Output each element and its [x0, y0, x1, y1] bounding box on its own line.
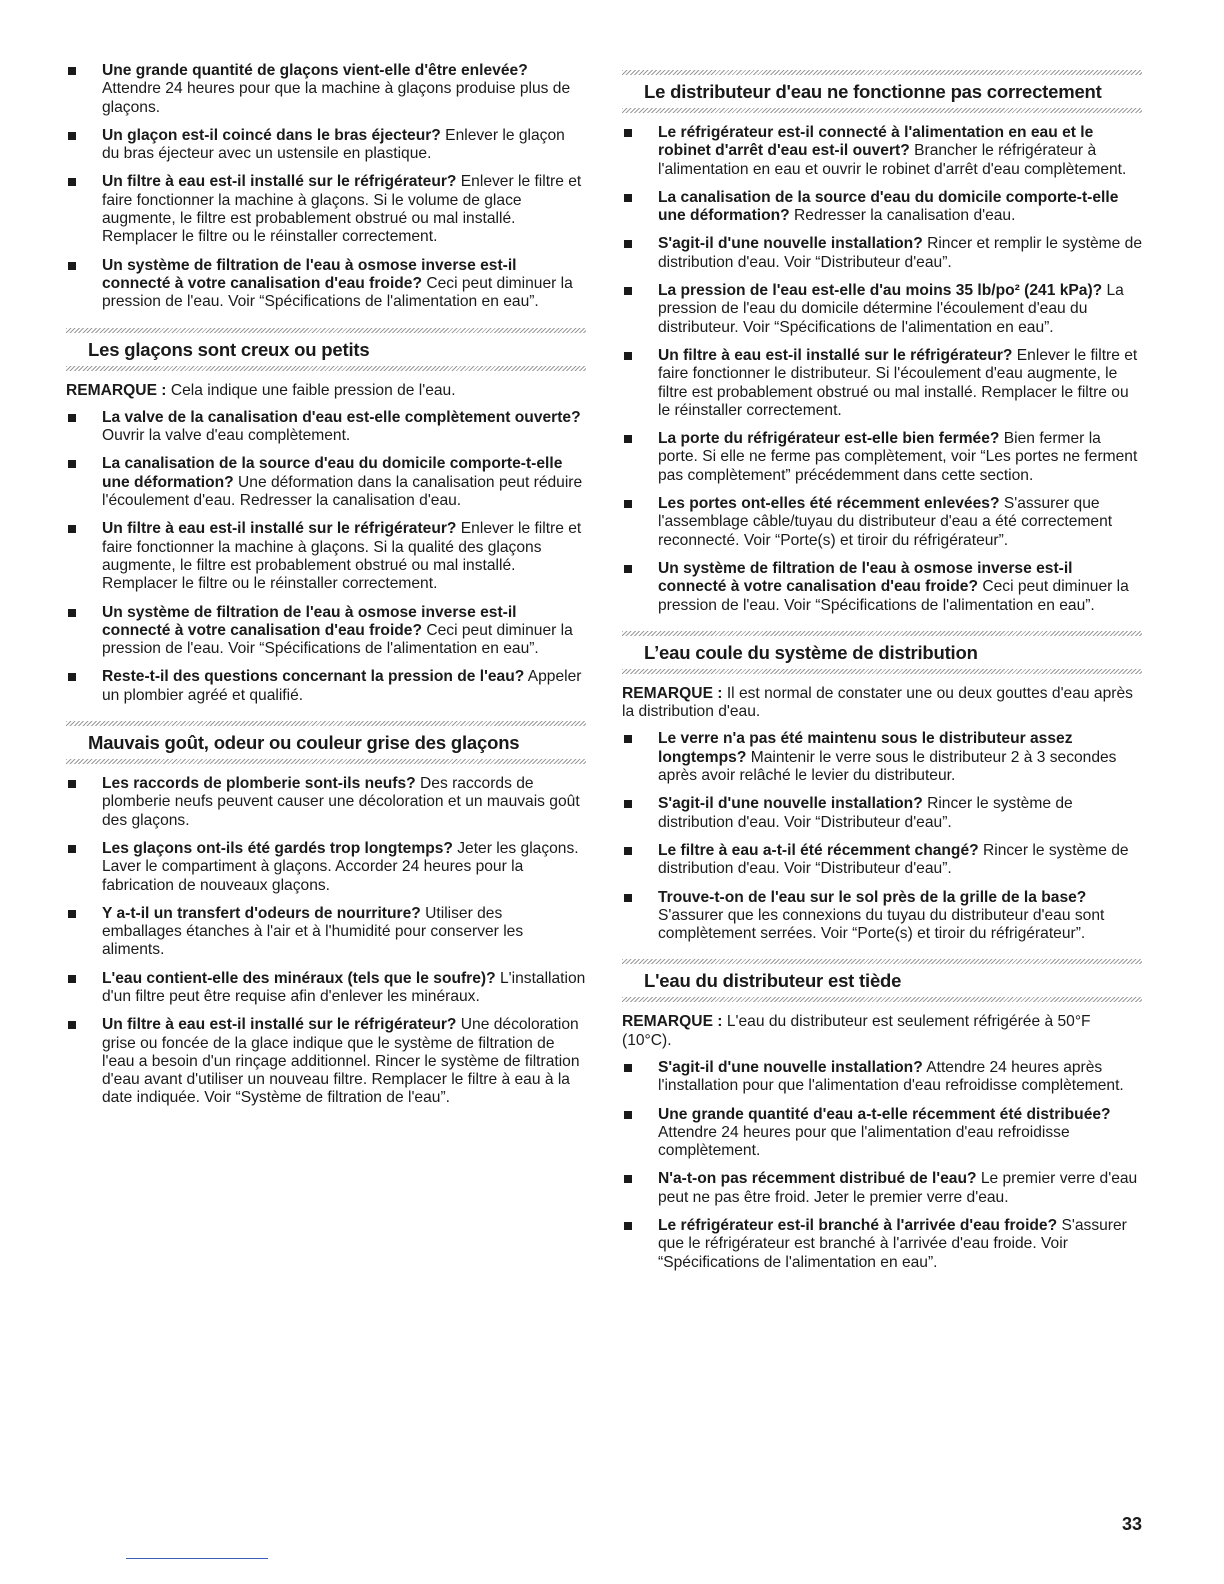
- list-item: Un filtre à eau est-il installé sur le réfrigérateur? Enlever le filtre et faire fonctionner la machine à glaçons. Si le volume de glace augmente, le filtre est probablement obstrué ou mal installé. Remplacer le filtre ou le réinstaller correctement.: [66, 173, 586, 246]
- list-item: Un système de filtration de l'eau à osmose inverse est-il connecté à votre canalisation d'eau froide? Ceci peut diminuer la pression de l'eau. Voir “Spécifications de l'alimentation en eau”.: [66, 257, 586, 312]
- list-item: Y a-t-il un transfert d'odeurs de nourriture? Utiliser des emballages étanches à l'air et à l'humidité pour conserver les aliments.: [66, 905, 586, 960]
- list-item: Un filtre à eau est-il installé sur le réfrigérateur? Une décoloration grise ou foncée de la glace indique que le système de filtration de l'eau a besoin d'un rinçage additionnel. Rincer le système de filtration d'eau avant d'utiliser un nouveau filtre. Remplacer le filtre à eau à la date indiquée. Voir “Système de filtration de l'eau”.: [66, 1016, 586, 1107]
- list-item: La canalisation de la source d'eau du domicile comporte-t-elle une déformation? Redresser la canalisation d'eau.: [622, 189, 1142, 226]
- list-item: La canalisation de la source d'eau du domicile comporte-t-elle une déformation? Une déformation dans la canalisation peut réduire l'écoulement d'eau. Redresser la canalisation d'eau.: [66, 455, 586, 510]
- section-header-dispenser: [622, 70, 1142, 113]
- right-column: [622, 62, 1142, 1282]
- note: REMARQUE : Cela indique une faible pression de l'eau.: [66, 381, 456, 399]
- list-item: La porte du réfrigérateur est-elle bien fermée? Bien fermer la porte. Si elle ne ferme pas complètement, voir “Les portes ne ferment pas complètement” précédemment dans cette section.: [622, 430, 1142, 485]
- hatched-rule: [622, 997, 1142, 1002]
- list-item: Les glaçons ont-ils été gardés trop longtemps? Jeter les glaçons. Laver le compartiment à glaçons. Accorder 24 heures pour la fabrication de nouveaux glaçons.: [66, 840, 586, 895]
- leak-list: [622, 730, 1142, 943]
- dispenser-list: [622, 124, 1142, 615]
- hatched-rule: [622, 669, 1142, 674]
- list-item: N'a-t-on pas récemment distribué de l'eau? Le premier verre d'eau peut ne pas être froid. Jeter le premier verre d'eau.: [622, 1170, 1142, 1207]
- list-item: L'eau contient-elle des minéraux (tels que le soufre)? L'installation d'un filtre peut être requise afin d'enlever les minéraux.: [66, 970, 586, 1007]
- left-column: [66, 62, 586, 1118]
- list-item: Un filtre à eau est-il installé sur le réfrigérateur? Enlever le filtre et faire fonctionner la machine à glaçons. Si la qualité des glaçons augmente, le filtre est probablement obstrué ou mal installé. Remplacer le filtre ou le réinstaller correctement.: [66, 520, 586, 593]
- section-title: Les glaçons sont creux ou petits: [88, 338, 370, 360]
- list-item: S'agit-il d'une nouvelle installation? Attendre 24 heures après l'installation pour que l'alimentation d'eau refroidisse complètement.: [622, 1059, 1142, 1096]
- section-title: L'eau du distributeur est tiède: [644, 970, 902, 992]
- list-item: Les portes ont-elles été récemment enlevées? S'assurer que l'assemblage câble/tuyau du distributeur d'eau a été correctement reconnecté. Voir “Porte(s) et tiroir du réfrigérateur”.: [622, 495, 1142, 550]
- tepid-list: [622, 1059, 1142, 1272]
- hatched-rule: [66, 759, 586, 764]
- list-item: Le réfrigérateur est-il branché à l'arrivée d'eau froide? S'assurer que le réfrigérateur est branché à l'arrivée d'eau froide. Voir “Spécifications de l'alimentation en eau”.: [622, 1217, 1142, 1272]
- list-item: Le verre n'a pas été maintenu sous le distributeur assez longtemps? Maintenir le verre sous le distributeur 2 à 3 secondes après avoir relâché le levier du distributeur.: [622, 730, 1142, 785]
- section-header-leak: [622, 631, 1142, 674]
- section-title: Mauvais goût, odeur ou couleur grise des glaçons: [88, 732, 520, 754]
- taste-list: [66, 775, 586, 1108]
- list-item: Le filtre à eau a-t-il été récemment changé? Rincer le système de distribution d'eau. Voir “Distributeur d'eau”.: [622, 842, 1142, 879]
- note: REMARQUE : L'eau du distributeur est seulement réfrigérée à 50°F (10°C).: [622, 1013, 1091, 1049]
- section-title: L’eau coule du système de distribution: [644, 641, 978, 663]
- list-item: La valve de la canalisation d'eau est-elle complètement ouverte? Ouvrir la valve d'eau complètement.: [66, 409, 586, 446]
- list-item: S'agit-il d'une nouvelle installation? Rincer le système de distribution d'eau. Voir “Distributeur d'eau”.: [622, 795, 1142, 832]
- list-item: Une grande quantité d'eau a-t-elle récemment été distribuée? Attendre 24 heures pour que l'alimentation d'eau refroidisse complètement.: [622, 1106, 1142, 1161]
- list-item: Trouve-t-on de l'eau sur le sol près de la grille de la base? S'assurer que les connexions du tuyau du distributeur d'eau sont complètement serrées. Voir “Porte(s) et tiroir du réfrigérateur”.: [622, 889, 1142, 944]
- note: REMARQUE : Il est normal de constater une ou deux gouttes d'eau après la distribution d'eau.: [622, 684, 1133, 721]
- section-header-tepid: [622, 959, 1142, 1002]
- section-title: Le distributeur d'eau ne fonctionne pas correctement: [644, 81, 1102, 102]
- intro-list: [66, 62, 586, 312]
- section-header-hollow: [66, 328, 586, 371]
- page-number: 33: [1121, 1514, 1142, 1534]
- list-item: Un filtre à eau est-il installé sur le réfrigérateur? Enlever le filtre et faire fonctionner le distributeur. Si l'écoulement d'eau augmente, le filtre est probablement obstrué ou mal installé. Remplacer le filtre ou le réinstaller correctement.: [622, 347, 1142, 420]
- section-header-taste: [66, 721, 586, 764]
- list-item: Le réfrigérateur est-il connecté à l'alimentation en eau et le robinet d'arrêt d'eau est-il ouvert? Brancher le réfrigérateur à l'alimentation en eau et ouvrir le robinet d'arrêt d'eau complètement.: [622, 124, 1142, 179]
- list-item: La pression de l'eau est-elle d'au moins 35 lb/po² (241 kPa)? La pression de l'eau du domicile détermine l'écoulement d'eau du distributeur. Voir “Spécifications de l'alimentation en eau”.: [622, 282, 1142, 337]
- list-item: Reste-t-il des questions concernant la pression de l'eau? Appeler un plombier agréé et qualifié.: [66, 668, 586, 705]
- list-item: Les raccords de plomberie sont-ils neufs? Des raccords de plomberie neufs peuvent causer une décoloration et un mauvais goût des glaçons.: [66, 775, 586, 830]
- list-item: Un système de filtration de l'eau à osmose inverse est-il connecté à votre canalisation d'eau froide? Ceci peut diminuer la pression de l'eau. Voir “Spécifications de l'alimentation en eau”.: [622, 560, 1142, 615]
- list-item: Un système de filtration de l'eau à osmose inverse est-il connecté à votre canalisation d'eau froide? Ceci peut diminuer la pression de l'eau. Voir “Spécifications de l'alimentation en eau”.: [66, 604, 586, 659]
- hollow-list: [66, 409, 586, 705]
- footer-line: [126, 1558, 268, 1559]
- hatched-rule: [66, 366, 586, 371]
- list-item: S'agit-il d'une nouvelle installation? Rincer et remplir le système de distribution d'eau. Voir “Distributeur d'eau”.: [622, 235, 1142, 272]
- list-item: Un glaçon est-il coincé dans le bras éjecteur? Enlever le glaçon du bras éjecteur avec un ustensile en plastique.: [66, 127, 586, 164]
- hatched-rule: [622, 108, 1142, 113]
- list-item: Une grande quantité de glaçons vient-elle d'être enlevée? Attendre 24 heures pour que la machine à glaçons produise plus de glaçons.: [66, 62, 586, 117]
